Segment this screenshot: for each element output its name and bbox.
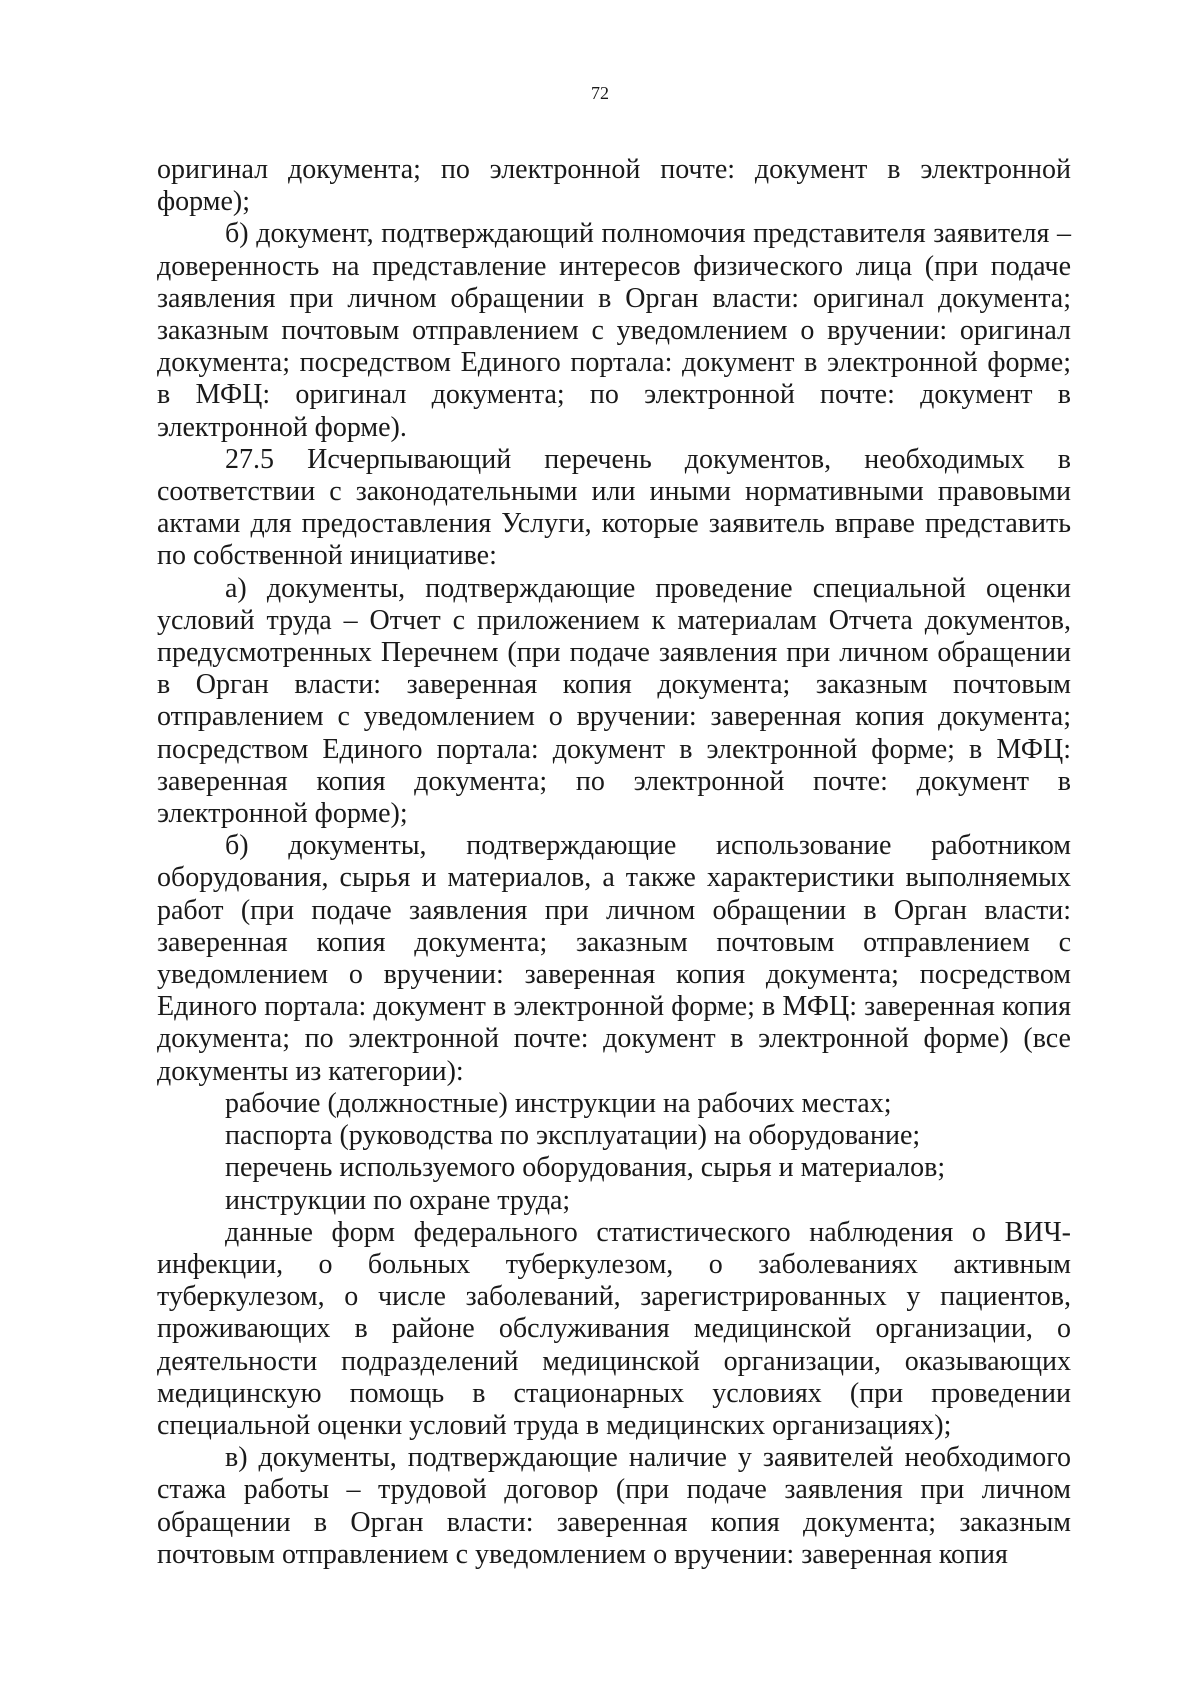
paragraph-item-a-assessment: а) документы, подтверждающие проведение специальной оценки условий труда – Отчет с приложением к материалам Отчета документов, предусмотренных Перечнем (при подаче заявления при личном обращении в Орган власти: заверенная копия документа; заказным почтовым отправлением с уведомлением о вручении: заверенная копия документа; посредством Единого портала: документ в электронной форме; в МФЦ: заверенная копия документа; по электронной почте: документ в электронной форме); [157,572,1071,830]
list-item-equipment-passports: паспорта (руководства по эксплуатации) на оборудование; [225,1120,921,1152]
paragraph-continuation: оригинал документа; по электронной почте: документ в электронной форме); [157,154,1071,218]
paragraph-item-b-representative: б) документ, подтверждающий полномочия представителя заявителя – доверенность на представление интересов физического лица (при подаче заявления при личном обращении в Орган власти: оригинал документа; заказным почтовым отправлением с уведомлением о вручении: оригинал документа; посредством Единого портала: документ в электронной форме; в МФЦ: оригинал документа; по электронной почте: документ в электронной форме). [157,218,1071,443]
list-item-equipment-list: перечень используемого оборудования, сырья и материалов; [225,1152,946,1184]
paragraph-item-v-experience: в) документы, подтверждающие наличие у заявителей необходимого стажа работы – трудовой договор (при подаче заявления при личном обращении в Орган власти: заверенная копия документа; заказным почтовым отправлением с уведомлением о вручении: заверенная копия [157,1442,1071,1570]
paragraph-27-5: 27.5 Исчерпывающий перечень документов, необходимых в соответствии с законодательными или иными нормативными правовыми актами для предоставления Услуги, которые заявитель вправе представить по собственной инициативе: [157,443,1071,572]
document-body [157,154,1071,1571]
page-number: 72 [591,83,609,103]
list-item-safety-instructions: инструкции по охране труда; [225,1184,571,1216]
paragraph-item-b-equipment: б) документы, подтверждающие использование работником оборудования, сырья и материалов, а также характеристики выполняемых работ (при подаче заявления при личном обращении в Орган власти: заверенная копия документа; заказным почтовым отправлением с уведомлением о вручении: заверенная копия документа; посредством Единого портала: документ в электронной форме; в МФЦ: заверенная копия документа; по электронной почте: документ в электронной форме) (все документы из категории): [157,830,1071,1087]
list-item-job-instructions: рабочие (должностные) инструкции на рабочих местах; [225,1087,892,1119]
paragraph-statistical-data: данные форм федерального статистического наблюдения о ВИЧ-инфекции, о больных туберкулезом, о заболеваниях активным туберкулезом, о числе заболеваний, зарегистрированных у пациентов, проживающих в районе обслуживания медицинской организации, о деятельности подразделений медицинской организации, оказывающих медицинскую помощь в стационарных условиях (при проведении специальной оценки условий труда в медицинских организациях); [157,1216,1071,1441]
